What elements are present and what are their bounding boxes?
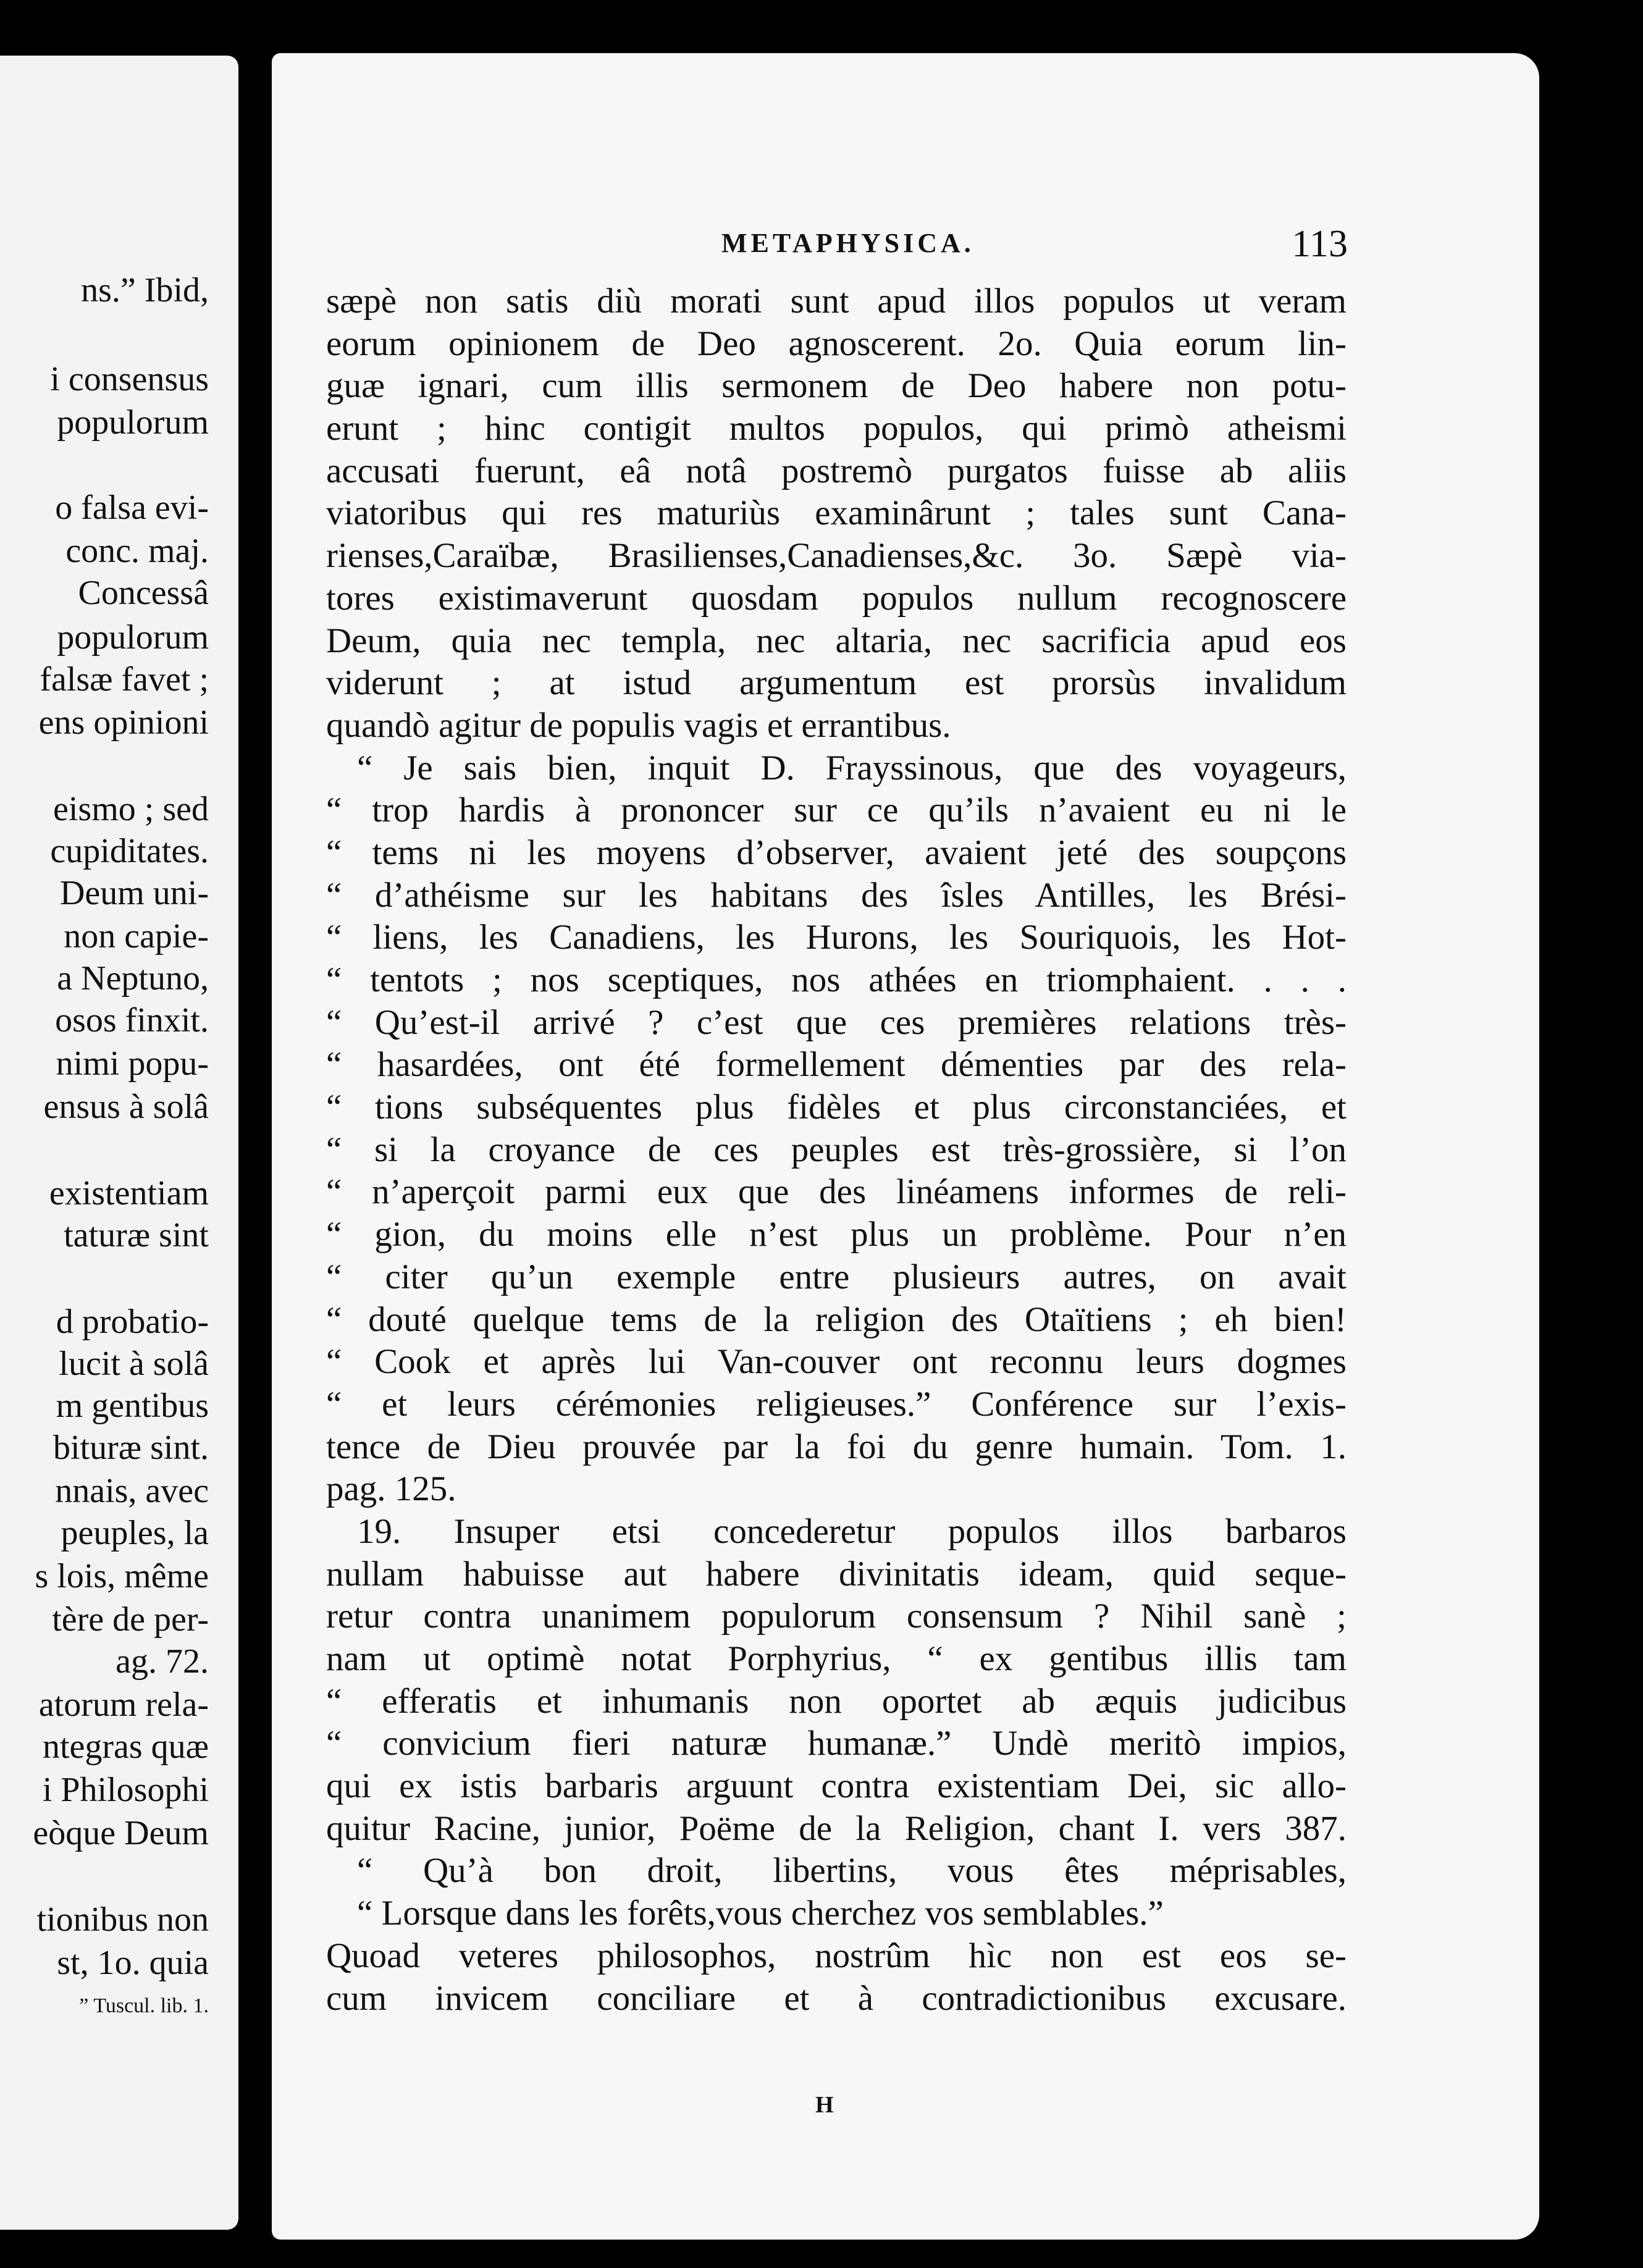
text-line: tence de Dieu prouvée par la foi du genre humain. Tom. 1. [326,1427,1347,1466]
facing-page-line: d probatio- [56,1303,209,1341]
text-line: sæpè non satis diù morati sunt apud illos populos ut veram [326,282,1347,321]
text-line: “ liens, les Canadiens, les Hurons, les Souriquois, les Hot- [326,918,1347,957]
text-line: quandò agitur de populis vagis et errantibus. [326,705,951,745]
text-line: “ tions subséquentes plus fidèles et plus circonstanciées, et [326,1088,1347,1127]
facing-page-line: eismo ; sed [53,790,209,828]
text-line: “ Cook et après lui Van-couver ont reconnu leurs dogmes [326,1342,1347,1382]
facing-page-fragment [0,56,238,2230]
running-head-title: METAPHYSICA. [721,228,975,258]
text-line: “ trop hardis à prononcer sur ce qu’ils n’avaient eu ni le [326,791,1347,830]
facing-page-line: lucit à solâ [59,1345,209,1383]
text-line: “ hasardées, ont été formellement démenties par des rela- [326,1045,1347,1085]
text-line: “ Je sais bien, inquit D. Frayssinous, que des voyageurs, [357,748,1347,788]
facing-page-line: bituræ sint. [53,1429,209,1467]
facing-page-line: ns.” Ibid, [81,271,209,309]
facing-page-line: ag. 72. [116,1642,209,1681]
text-line: quitur Racine, junior, Poëme de la Religion, chant I. vers 387. [326,1808,1347,1848]
text-line: cum invicem conciliare et à contradictionibus excusare. [326,1978,1347,2018]
page-number: 113 [1292,223,1348,265]
facing-page-line: o falsa evi- [55,489,209,527]
facing-page-line: a Neptuno, [57,959,209,998]
facing-page-line: atorum rela- [38,1686,209,1724]
text-line: tores existimaverunt quosdam populos nullum recognoscere [326,578,1347,618]
facing-page-line: populorum [57,618,209,657]
body-text [326,280,1347,2020]
facing-page-line: nimi popu- [56,1044,209,1083]
text-line: “ citer qu’un exemple entre plusieurs autres, on avait [326,1257,1347,1296]
facing-page-line: s lois, même [35,1557,209,1595]
text-line: “ et leurs cérémonies religieuses.” Conférence sur l’exis- [326,1384,1347,1424]
text-line: nam ut optimè notat Porphyrius, “ ex gentibus illis tam [326,1639,1347,1678]
facing-page-line: i Philosophi [42,1771,209,1809]
book-page [272,53,1539,2240]
text-line: Deum, quia nec templa, nec altaria, nec sacrificia apud eos [326,621,1347,660]
text-line: “ Qu’à bon droit, libertins, vous êtes méprisables, [357,1851,1347,1891]
facing-page-line: tère de per- [52,1600,209,1639]
text-line: “ douté quelque tems de la religion des Otaïtiens ; eh bien! [326,1300,1347,1339]
text-line: viderunt ; at istud argumentum est prorsùs invalidum [326,663,1347,703]
facing-page-line: ntegras quæ [42,1728,209,1766]
text-line: “ n’aperçoit parmi eux que des linéamens informes de reli- [326,1172,1347,1212]
facing-page-line: ” Tuscul. lib. 1. [79,1994,209,2017]
signature-mark: H [815,2092,834,2118]
facing-page-line: falsæ favet ; [40,660,209,699]
facing-page-line: eòque Deum [33,1814,209,1852]
facing-page-line: m gentibus [56,1387,209,1425]
facing-page-line: non capie- [64,917,209,956]
facing-page-line: populorum [57,403,209,442]
text-line: accusati fuerunt, eâ notâ postremò purgatos fuisse ab aliis [326,451,1347,490]
text-line: “ tems ni les moyens d’observer, avaient jeté des soupçons [326,833,1347,872]
text-line: qui ex istis barbaris arguunt contra existentiam Dei, sic allo- [326,1766,1347,1806]
text-line: nullam habuisse aut habere divinitatis ideam, quid seque- [326,1554,1347,1594]
text-line: “ efferatis et inhumanis non oportet ab æquis judicibus [326,1681,1347,1721]
text-line: rienses,Caraïbæ, Brasilienses,Canadienses,&c. 3o. Sæpè via- [326,536,1347,576]
text-line: “ si la croyance de ces peuples est très-grossière, si l’on [326,1130,1347,1169]
facing-page-line: osos finxit. [55,1001,209,1040]
facing-page-line: ens opinioni [38,704,209,742]
facing-page-line: i consensus [50,360,209,398]
facing-page-line: ensus à solâ [43,1088,209,1126]
text-line: eorum opinionem de Deo agnoscerent. 2o. Quia eorum lin- [326,324,1347,363]
facing-page-line: Deum uni- [59,874,209,912]
facing-page-line: existentiam [49,1174,209,1212]
text-line: viatoribus qui res maturiùs examinârunt ; tales sunt Cana- [326,494,1347,533]
facing-page-line: nnais, avec [55,1472,209,1510]
text-line: Quoad veteres philosophos, nostrûm hìc non est eos se- [326,1936,1347,1975]
facing-page-line: Concessâ [78,574,209,612]
text-line: “ d’athéisme sur les habitans des îsles Antilles, les Brési- [326,875,1347,915]
text-line: “ Qu’est-il arrivé ? c’est que ces premières relations très- [326,1002,1347,1042]
text-line: pag. 125. [326,1469,456,1509]
facing-page-line: cupiditates. [50,832,209,870]
facing-page-line: peuples, la [61,1514,209,1552]
facing-page-line: tionibus non [36,1900,209,1939]
facing-page-line: taturæ sint [64,1216,209,1254]
running-head [272,223,1539,271]
text-line: 19. Insuper etsi concederetur populos illos barbaros [357,1511,1347,1551]
text-line: “ convicium fieri naturæ humanæ.” Undè meritò impios, [326,1724,1347,1763]
facing-page-line: conc. maj. [65,532,209,570]
text-line: retur contra unanimem populorum consensum ? Nihil sanè ; [326,1597,1347,1636]
facing-page-line: st, 1o. quia [57,1944,209,1982]
text-line: “ gion, du moins elle n’est plus un problème. Pour n’en [326,1215,1347,1254]
text-line: guæ ignari, cum illis sermonem de Deo habere non potu- [326,366,1347,406]
text-line: “ Lorsque dans les forêts,vous cherchez vos semblables.” [357,1894,1164,1933]
text-line: erunt ; hinc contigit multos populos, qui primò atheismi [326,409,1347,448]
text-line: “ tentots ; nos sceptiques, nos athées en triomphaient. . . . [326,960,1347,999]
